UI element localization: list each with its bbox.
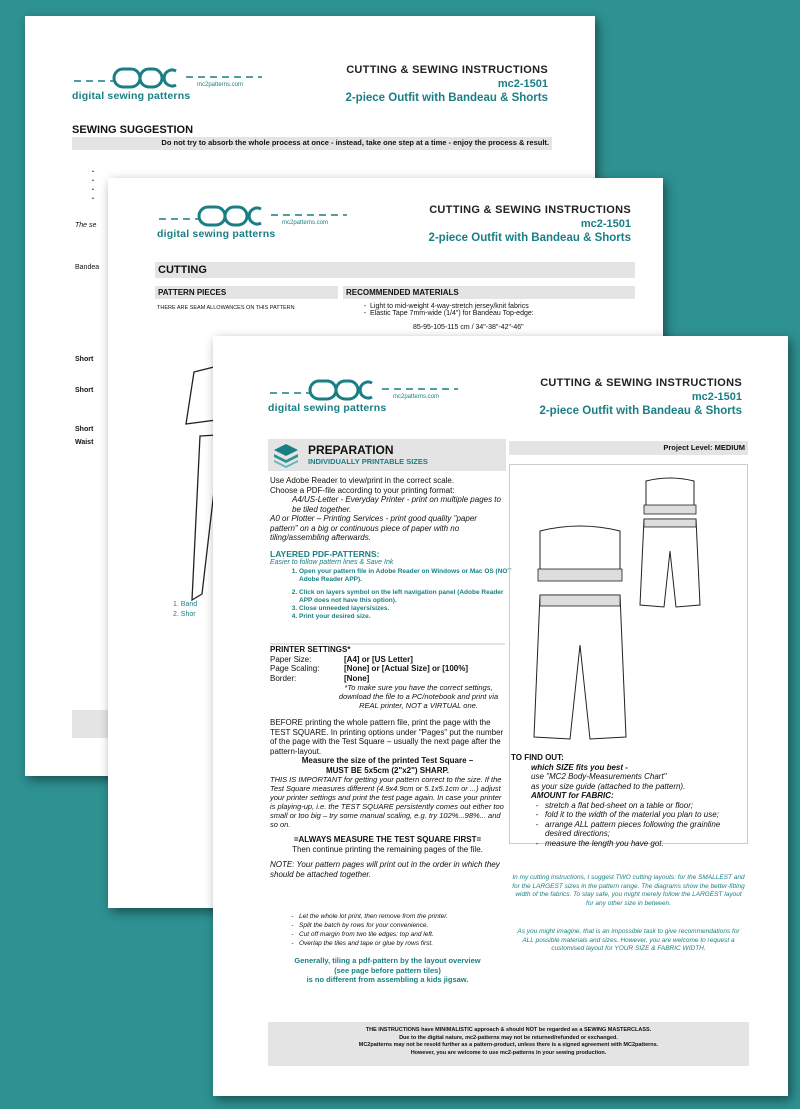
amount-step: - measure the length you have got. xyxy=(545,839,746,849)
always-measure: =ALWAYS MEASURE THE TEST SQUARE FIRST= xyxy=(293,835,482,844)
layered-subtitle: Easier to follow pattern lines & Save Ink xyxy=(270,559,394,566)
layers-icon xyxy=(272,442,300,468)
layered-steps xyxy=(285,568,514,621)
preparation-header xyxy=(268,439,506,471)
instruction-page-3 xyxy=(213,336,788,1096)
intro-line-2: Choose a PDF-file according to your printing format: xyxy=(270,485,455,495)
then-continue: Then continue printing the remaining pages of the file. xyxy=(292,844,483,854)
tip-item: - Let the whole lot print, then remove from the printer. xyxy=(299,912,519,921)
generally-text: Generally, tiling a pdf-pattern by the layout overview (see page before pattern tiles) is no different from assembling a kids jigsaw. xyxy=(294,956,481,984)
section-subtitle: INDIVIDUALLY PRINTABLE SIZES xyxy=(308,457,428,466)
section-subheading: Do not try to absorb the whole process at once - instead, take one step at a time - enjoy the process & result. xyxy=(72,137,552,150)
tip-item: - Overlap the tiles and tape or glue by rows first. xyxy=(299,939,519,948)
header-code: mc2-1501 xyxy=(691,391,742,403)
tip-item: - Cut off margin from two tile edges: top and left. xyxy=(299,930,519,939)
elastic-sizes: 85-95-105-115 cm / 34"-38"-42"-46" xyxy=(413,324,524,331)
material-item: - Light to mid-weight 4-way-stretch jersey/knit fabrics xyxy=(370,303,640,310)
left-label-5: Short xyxy=(75,426,94,433)
left-label-3: Short xyxy=(75,356,94,363)
left-label-6: Waist xyxy=(75,439,94,446)
brand-tagline: digital sewing patterns xyxy=(72,90,191,102)
outfit-illustration xyxy=(510,465,747,745)
footer-line: However, you are welcome to use mc2-patterns in your sewing production. xyxy=(410,1049,607,1056)
brand-url: mc2patterns.com xyxy=(197,82,244,88)
printer-note: *To make sure you have the correct settings, download the file to a PC/notebook and print via REAL printer, NOT a VIRTUAL one. xyxy=(338,683,499,710)
left-label-1: The se xyxy=(75,222,97,229)
footer-line: MC2patterns may not be resold further as a pattern-product, unless there is a signed agreement with MC2patterns. xyxy=(358,1042,659,1048)
header-code: mc2-1501 xyxy=(497,78,548,90)
pieces-list xyxy=(173,600,197,620)
header-title: CUTTING & SEWING INSTRUCTIONS xyxy=(429,204,631,216)
important-text: THIS IS IMPORTANT for getting your pattern correct to the size. If the Test Square measures different (4.9x4.9cm or 5.1x5.1cm or ...) adjust your printer settings and print the test page again. In case your printer is playing-up, i.e. the TEST SQUARE persistently comes out either too small or too big – try some manual scaling, e.g. try 102%...98%... and so on. xyxy=(270,775,504,829)
printer-title: PRINTER SETTINGS* xyxy=(270,645,351,654)
amount-step: - arrange ALL pattern pieces following the grainline desired directions; xyxy=(545,820,746,839)
header-code: mc2-1501 xyxy=(580,218,631,230)
header-title: CUTTING & SEWING INSTRUCTIONS xyxy=(540,377,742,389)
layered-step: 2. Click on layers symbol on the left navigation panel (Adobe Reader APP does not have this option). xyxy=(299,589,514,605)
header-product: 2-piece Outfit with Bandeau & Shorts xyxy=(539,405,742,417)
measure-line-1: Measure the size of the printed Test Square – xyxy=(301,756,474,765)
brand-url: mc2patterns.com xyxy=(393,394,440,400)
left-label-4: Short xyxy=(75,387,94,394)
brand-tagline: digital sewing patterns xyxy=(268,402,387,414)
test-square-text xyxy=(270,718,505,879)
find-out-section xyxy=(511,753,746,848)
find-size-2: use "MC2 Body-Measurements Chart" xyxy=(531,772,667,781)
tip-item: - Split the batch by rows for your convenience. xyxy=(299,921,519,930)
find-size: which SIZE fits you best - xyxy=(531,762,628,772)
piece-item: 1. Band xyxy=(173,601,198,608)
seam-allowance-note: THERE ARE SEAM ALLOWANCES ON THIS PATTERN xyxy=(157,305,295,311)
note-text: NOTE: Your pattern pages will print out in the order in which they should be attached together. xyxy=(270,860,500,879)
grey-panel xyxy=(72,710,112,738)
printer-row: Page Scaling: [None] or [Actual Size] or [100%] xyxy=(270,664,469,673)
footer-line: THE INSTRUCTIONS have MINIMALISTIC approach & should NOT be regarded as a SEWING MASTERCLASS. xyxy=(365,1027,652,1033)
amount-steps xyxy=(511,801,746,849)
printer-row: Border: [None] xyxy=(270,673,370,683)
layered-title: LAYERED PDF-PATTERNS: xyxy=(270,549,380,559)
printer-row: Paper Size: [A4] or [US Letter] xyxy=(270,654,413,664)
tips-list xyxy=(285,912,519,948)
footer-line: Due to the digital nature, mc2-patterns may not be returned/refunded or exchanged. xyxy=(399,1034,618,1041)
page-header xyxy=(539,376,742,418)
materials-list xyxy=(358,303,640,317)
find-out-title: TO FIND OUT: xyxy=(511,753,564,762)
find-size-3: as your size guide (attached to the pattern). xyxy=(531,781,686,791)
mc2-logo xyxy=(268,375,468,415)
before-printing: BEFORE printing the whole pattern file, print the page with the TEST SQUARE. In printing options under "Pages" put the number of the page with the Test Square – usually the next page after the pattern-layout. xyxy=(270,718,504,756)
customised-layout-note: As you might imagine, that is an impossible task to give recommendations for ALL possible materials and sizes. However, you are welcome to request a customised layout for YOUR SIZE & FABRIC WIDTH. xyxy=(517,928,740,952)
project-level: Project Level: MEDIUM xyxy=(509,441,748,455)
page-header xyxy=(428,203,631,245)
format-option-1: A4/US-Letter - Everyday Printer - print on multiple pages to be tiled together. xyxy=(292,495,501,514)
pattern-pieces-title: PATTERN PIECES xyxy=(155,286,338,299)
header-product: 2-piece Outfit with Bandeau & Shorts xyxy=(428,232,631,244)
cutting-layout-note: In my cutting instructions, I suggest TWO cutting layouts: for the SMALLEST and for the LARGEST sizes in the pattern range. The diagrams show the better-fitting width of the fabrics. To stay safe, you might merely follow the LARGEST layout for any other size in between. xyxy=(512,874,745,907)
section-heading: SEWING SUGGESTION xyxy=(72,124,194,136)
intro-text xyxy=(270,476,505,543)
material-item: - Elastic Tape 7mm-wide (1/4") for Bandeau Top-edge: xyxy=(370,310,640,317)
mc2-logo xyxy=(72,63,272,103)
section-title: PREPARATION xyxy=(308,443,394,457)
format-option-2: A0 or Plotter – Printing Services - print good quality "paper pattern" on a big or continuous piece of paper with no tiling/assembling afterwards. xyxy=(270,514,477,542)
find-amount: AMOUNT for FABRIC: xyxy=(531,791,614,800)
header-title: CUTTING & SEWING INSTRUCTIONS xyxy=(346,64,548,76)
brand-url: mc2patterns.com xyxy=(282,220,329,226)
disclaimer-footer xyxy=(268,1022,749,1066)
mc2-logo xyxy=(157,201,357,241)
layered-step: 3. Close unneeded layers/sizes. xyxy=(299,605,514,613)
header-product: 2-piece Outfit with Bandeau & Shorts xyxy=(345,92,548,104)
brand-tagline: digital sewing patterns xyxy=(157,228,276,240)
printer-settings xyxy=(270,645,505,710)
intro-line-1: Use Adobe Reader to view/print in the correct scale. xyxy=(270,476,455,485)
amount-step: - stretch a flat bed-sheet on a table or floor; xyxy=(545,801,746,811)
piece-item: 2. Shor xyxy=(173,611,196,618)
materials-title: RECOMMENDED MATERIALS xyxy=(343,286,635,299)
layered-step: 4. Print your desired size. xyxy=(299,613,514,621)
layered-step: 1. Open your pattern file in Adobe Reader on Windows or Mac OS (NOT Adobe Reader APP). xyxy=(299,568,514,584)
bullet-list: • • • • xyxy=(92,169,94,202)
left-label-2: Bandea xyxy=(75,264,100,271)
page-header xyxy=(345,63,548,105)
cutting-heading: CUTTING xyxy=(155,262,635,278)
measure-line-2: MUST BE 5x5cm (2"x2") SHARP. xyxy=(325,765,450,775)
amount-step: - fold it to the width of the material you plan to use; xyxy=(545,810,746,820)
